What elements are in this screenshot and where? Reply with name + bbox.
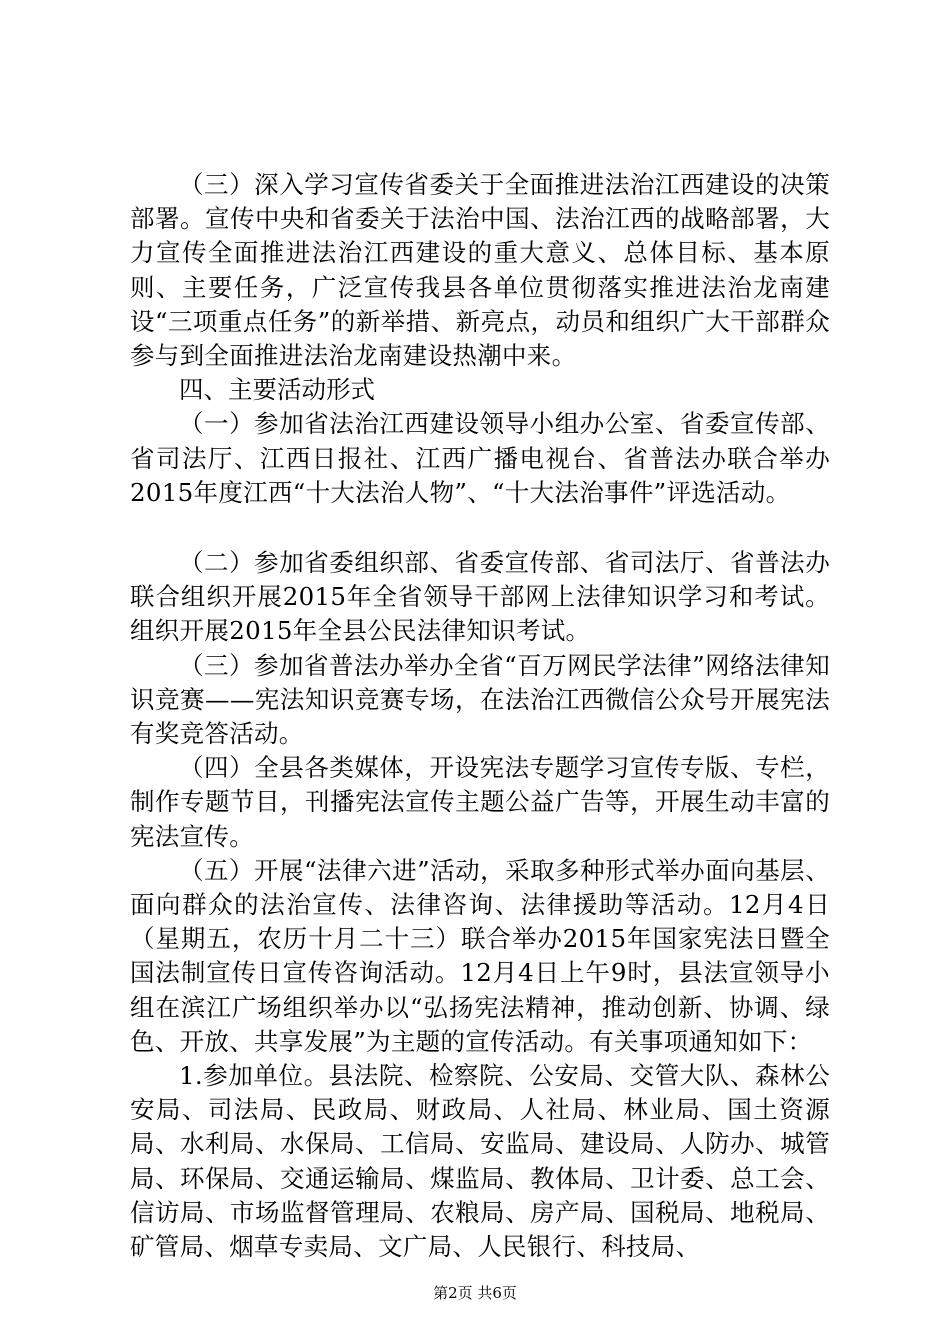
section-heading-activity-forms: 四、主要活动形式 [179, 375, 375, 405]
page-number-footer: 第2页 共6页 [433, 1284, 517, 1302]
paragraph-decision-deployment: （三）深入学习宣传省委关于全面推进法治江西建设的决策部署。宣传中央和省委关于法治中国、法治江西的战略部署，大力宣传全面推进法治江西建设的重大意义、总体目标、基本原则、主要任务，广泛宣传我县各单位贯彻落实推进法治龙南建设“三项重点任务”的新举措、新亮点，动员和组织广大干部群众参与到全面推进法治龙南建设热潮中来。 [130, 170, 830, 371]
paragraph-participating-units: 1.参加单位。县法院、检察院、公安局、交管大队、森林公安局、司法局、民政局、财政局、人社局、林业局、国土资源局、水利局、水保局、工信局、安监局、建设局、人防办、城管局、环保局、交通运输局、煤监局、教体局、卫计委、总工会、信访局、市场监督管理局、农粮局、房产局、国税局、地税局、矿管局、烟草专卖局、文广局、人民银行、科技局、 [130, 1061, 830, 1262]
paragraph-spacer [130, 510, 830, 546]
paragraph-activity-4: （四）全县各类媒体，开设宪法专题学习宣传专版、专栏，制作专题节目，刊播宪法宣传主题公益广告等，开展生动丰富的宪法宣传。 [130, 753, 830, 851]
paragraph-activity-5: （五）开展“法律六进”活动，采取多种形式举办面向基层、面向群众的法治宣传、法律咨询、法律援助等活动。12月4日（星期五，农历十月二十三）联合举办2015年国家宪法日暨全国法制宣传日宣传咨询活动。12月4日上午9时，县法宣领导小组在滨江广场组织举办以“弘扬宪法精神，推动创新、协调、绿色、开放、共享发展”为主题的宣传活动。有关事项通知如下： [130, 855, 830, 1056]
paragraph-activity-2: （二）参加省委组织部、省委宣传部、省司法厅、省普法办联合组织开展2015年全省领导干部网上法律知识学习和考试。组织开展2015年全县公民法律知识考试。 [130, 548, 830, 646]
paragraph-activity-1: （一）参加省法治江西建设领导小组办公室、省委宣传部、省司法厅、江西日报社、江西广播电视台、省普法办联合举办2015年度江西“十大法治人物”、“十大法治事件”评选活动。 [130, 409, 830, 507]
paragraph-activity-3: （三）参加省普法办举办全省“百万网民学法律”网络法律知识竞赛——宪法知识竞赛专场，在法治江西微信公众号开展宪法有奖竞答活动。 [130, 650, 830, 749]
document-body [130, 168, 830, 1264]
